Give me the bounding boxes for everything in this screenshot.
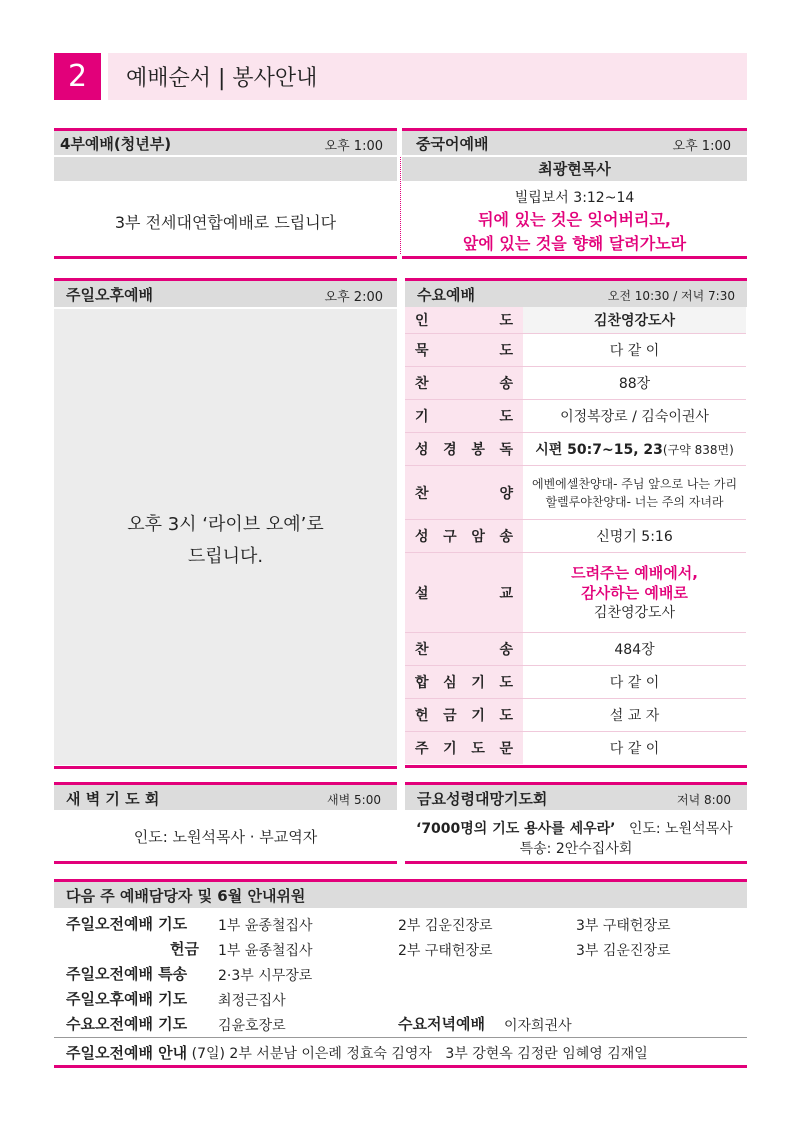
divider [54,1037,747,1038]
order-value: 시편 50:7~15, 23 (구약 838면) [535,442,734,458]
order-row [405,466,746,520]
order-value: 김찬영강도사 [523,307,746,333]
order-row [405,433,746,466]
staff-value: 김윤호장로 [218,1018,286,1034]
section-header-staff [54,882,747,908]
afternoon-body-panel [54,309,397,765]
friday-line-1 [416,818,733,838]
staff-label: 수요저녁예배 [398,1015,485,1033]
section-body: 인도: 노원석목사 · 부교역자 [133,828,318,846]
order-value: 설 교 자 [609,708,660,724]
section-number: 2 [67,59,88,94]
staff-label: 주일오전예배 기도 [66,915,188,933]
order-row [405,666,746,699]
order-value: 에벤에셀찬양대- 주님 앞으로 나는 가리 할렐루야찬양대- 너는 주의 자녀라 [531,476,738,509]
staff-value: 1부 윤종철집사 [218,943,313,959]
preacher-name: 최광현목사 [402,157,747,181]
order-key: 성 구 암 송 [405,520,523,552]
staff-row [66,988,746,1009]
section-header-afternoon [54,281,397,307]
order-value: 다 같 이 [609,675,660,691]
section-body: 3부 전세대연합예배로 드립니다 [114,213,337,232]
section-time: 새벽 5:00 [327,793,381,807]
order-row [405,307,746,334]
scripture-reference: 빌립보서 3:12~14 [514,190,635,206]
section-time: 오후 2:00 [324,290,383,305]
blank-band [54,157,397,181]
section-header-chinese [402,131,747,155]
staff-row [66,1042,746,1063]
section-time: 오전 10:30 / 저녁 7:30 [607,289,735,303]
friday-lead: 인도: 노원석목사 [628,821,733,837]
divider [54,766,397,769]
staff-date: (7일) [191,1046,225,1062]
order-row [405,367,746,400]
order-value: 다 같 이 [609,741,660,757]
section-title: 새 벽 기 도 회 [66,790,160,808]
order-row [405,633,746,666]
staff-label: 주일오전예배 특송 [66,965,188,983]
dotted-divider [400,157,401,254]
order-key: 인 도 [405,307,523,333]
order-key: 찬 송 [405,633,523,665]
order-row [405,400,746,433]
staff-value: 3부 구태헌장로 [576,918,671,934]
divider [402,256,747,259]
section-time: 오후 1:00 [324,139,383,154]
section-header-4bu [54,131,397,155]
order-key: 합 심 기 도 [405,666,523,698]
section-header-wednesday [405,281,747,307]
divider [54,1065,747,1068]
order-row [405,699,746,732]
staff-value: 이자희권사 [504,1018,572,1034]
order-row [405,334,746,367]
order-key: 설 교 [405,553,523,632]
staff-label: 헌금 [170,940,199,958]
divider [54,256,397,259]
section-time: 오후 1:00 [672,139,731,154]
order-value: 88장 [618,376,651,392]
order-value: 드려주는 예배에서, 감사하는 예배로 김찬영강도사 [571,563,698,621]
staff-value: 1부 윤종철집사 [218,918,313,934]
header-bar [108,53,747,100]
order-key: 기 도 [405,400,523,432]
order-key: 묵 도 [405,334,523,366]
order-value: 다 같 이 [609,343,660,359]
order-value: 신명기 5:16 [596,529,673,545]
section-title: 주일오후예배 [66,286,153,304]
friday-special: 특송: 2안수집사회 [519,841,633,857]
divider [405,765,747,768]
section-number-badge [54,53,101,100]
afternoon-body-line-1: 오후 3시 ‘라이브 오예’로 [127,514,324,535]
section-header-friday [405,785,747,810]
staff-value: 2부 구태헌장로 [398,943,493,959]
section-title: 4부예배(청년부) [60,135,172,153]
staff-value: 2부 김운진장로 [398,918,493,934]
afternoon-body-line-2: 드립니다. [187,546,264,567]
staff-row [66,963,746,984]
section-header-dawn [54,785,397,810]
staff-value: 최정근집사 [218,993,286,1009]
order-key: 찬 양 [405,466,523,519]
order-row [405,732,746,764]
staff-label: 주일오후예배 기도 [66,990,188,1008]
divider [405,861,747,864]
sermon-line-2: 앞에 있는 것을 향해 달려가노라 [462,234,687,253]
order-key: 헌 금 기 도 [405,699,523,731]
staff-label: 주일오전예배 안내 [66,1044,188,1062]
sermon-line-1: 뒤에 있는 것은 잊어버리고, [478,210,671,229]
order-value: 484장 [614,642,655,658]
staff-value: 2·3부 시무장로 [218,968,313,984]
order-key: 주 기 도 문 [405,732,523,764]
section-time: 저녁 8:00 [677,793,731,807]
staff-value: 3부 강현옥 김정란 임혜영 김재일 [445,1046,648,1062]
section-title: 중국어예배 [416,135,489,153]
section-title: 다음 주 예배담당자 및 6월 안내위원 [66,887,306,905]
divider [54,861,397,864]
staff-row [66,1013,746,1034]
order-key: 성 경 봉 독 [405,433,523,465]
order-row [405,520,746,553]
friday-quote: ‘7000명의 기도 용사를 세우라’ [416,821,616,837]
section-title: 수요예배 [417,286,475,304]
order-key: 찬 송 [405,367,523,399]
section-title: 금요성령대망기도회 [417,790,548,808]
staff-label: 수요오전예배 기도 [66,1015,188,1033]
staff-value: 3부 김운진장로 [576,943,671,959]
staff-row [66,913,746,934]
order-value: 이정복장로 / 김숙이권사 [560,409,709,425]
order-row [405,553,746,633]
page-title: 예배순서 | 봉사안내 [126,66,318,91]
staff-value: 2부 서분남 이은례 정효숙 김영자 [229,1046,432,1062]
